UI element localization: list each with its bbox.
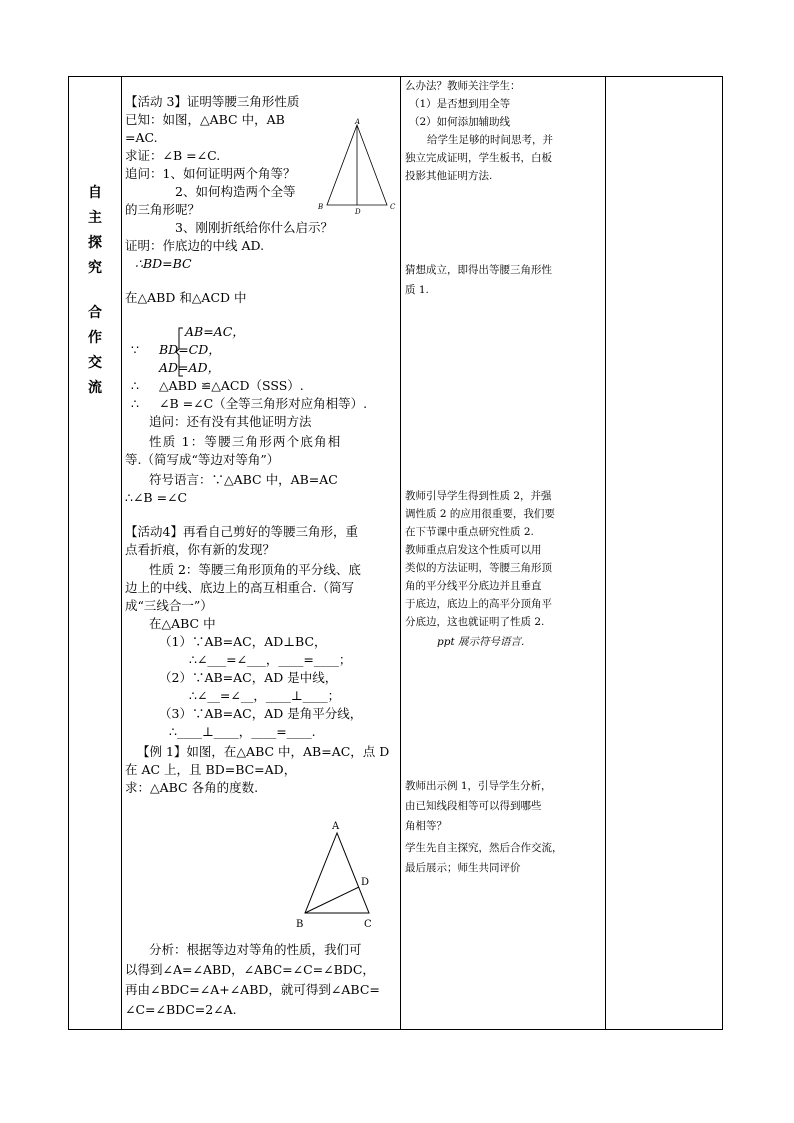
example1-text: 求：△ABC 各角的度数. xyxy=(125,780,259,795)
vertex-label-a: A xyxy=(355,118,361,126)
note-line: 类似的方法证明，等腰三角形顶 xyxy=(405,562,552,574)
section-title-cooperation xyxy=(69,301,121,401)
property2: 性质 2：等腰三角形顶角的平分线、底 xyxy=(149,562,361,577)
note-line: 角的平分线平分底边并且垂直 xyxy=(405,580,542,592)
section-title-column xyxy=(69,77,121,1029)
proof-line: 证明：作底边的中线 AD. xyxy=(125,238,265,253)
vertex-label-b: B xyxy=(318,203,324,211)
question-line: 3、刚刚折纸给你什么启示？ xyxy=(175,220,333,235)
therefore-symbol: ∴ xyxy=(131,396,139,411)
because-symbol: ∵ xyxy=(131,342,139,357)
example-triangle-figure xyxy=(291,817,381,937)
proof-line: ∴BD=BC xyxy=(135,256,192,271)
property1: 等.（简写成“等边对等角”） xyxy=(125,452,280,467)
therefore-symbol: ∴ xyxy=(131,378,139,393)
column-divider xyxy=(605,77,606,1029)
analysis-text: 以得到∠A=∠ABD，∠ABC=∠C=∠BDC， xyxy=(125,962,375,977)
proof-line: △ABD ≌△ACD（SSS）. xyxy=(159,378,304,393)
title-char: 探 xyxy=(88,235,102,251)
question-line: 追问：1、如何证明两个角等？ xyxy=(125,166,296,181)
case-intro: 在△ABC 中 xyxy=(149,616,216,631)
note-line: 么办法？教师关注学生： xyxy=(405,80,521,92)
proof-condition: AB=AC， xyxy=(185,324,245,339)
question-line: 的三角形呢？ xyxy=(125,202,201,217)
note-line: 教师引导学生得到性质 2，并强 xyxy=(405,490,552,502)
property2: 成“三线合一”） xyxy=(125,598,213,613)
property1: 性质 1：等腰三角形两个底角相 xyxy=(149,434,342,449)
followup-question: 追问：还有没有其他证明方法 xyxy=(149,414,312,429)
note-line: 角相等？ xyxy=(405,820,447,832)
vertex-label-c: C xyxy=(390,203,396,211)
activity3-title: 【活动 3】证明等腰三角形性质 xyxy=(125,94,300,109)
symbol-language: ∴∠B =∠C xyxy=(125,490,188,505)
point-label-d: D xyxy=(361,877,370,888)
note-line: 投影其他证明方法. xyxy=(405,170,493,182)
title-char: 交 xyxy=(88,355,102,371)
vertex-label-c: C xyxy=(364,919,372,930)
note-line: 学生先自主探究，然后合作交流， xyxy=(405,842,563,854)
note-line: 分底边，这也就证明了性质 2. xyxy=(405,616,545,628)
title-char: 流 xyxy=(88,380,102,396)
case-1-blank: ∴∠___=∠___，____=____； xyxy=(189,652,352,667)
note-line: 教师出示例 1，引导学生分析， xyxy=(405,780,552,792)
given-line: 已知：如图，△ABC 中，AB xyxy=(125,112,285,127)
note-line: 教师重点启发这个性质可以用 xyxy=(405,544,542,556)
analysis-text: ∠C=∠BDC=2∠A. xyxy=(125,1002,237,1017)
vertex-label-a: A xyxy=(332,821,340,832)
note-line: 猜想成立，即得出等腰三角形性 xyxy=(405,264,552,276)
symbol-language: 符号语言：∵△ABC 中，AB=AC xyxy=(149,472,338,487)
analysis-text: 分析：根据等边对等角的性质，我们可 xyxy=(149,942,362,957)
note-line: 质 1. xyxy=(405,284,429,296)
prove-line: 求证：∠B =∠C. xyxy=(125,148,221,163)
note-line: ppt 展示符号语言. xyxy=(437,636,525,648)
property2: 边上的中线、底边上的高互相重合.（简写 xyxy=(125,580,354,595)
title-char: 究 xyxy=(88,260,102,276)
note-line: 给学生足够的时间思考，并 xyxy=(427,134,553,146)
question-line: 2、如何构造两个全等 xyxy=(175,184,296,199)
title-char: 自 xyxy=(88,185,102,201)
example1-title: 【例 1】如图，在△ABC 中，AB=AC，点 D xyxy=(137,744,390,759)
case-2-blank: ∴∠__=∠__，____⊥____； xyxy=(189,688,341,703)
lesson-table xyxy=(68,76,723,1030)
case-3: （3）∵AB=AC，AD 是角平分线， xyxy=(159,706,363,721)
title-char: 合 xyxy=(88,305,102,321)
proof-line: ∠B =∠C（全等三角形对应角相等）. xyxy=(159,396,368,411)
isosceles-triangle-figure xyxy=(313,117,403,217)
teacher-notes xyxy=(405,77,601,1029)
proof-condition: AD=AD， xyxy=(159,360,221,375)
title-char: 作 xyxy=(88,330,102,346)
analysis-text: 再由∠BDC=∠A+∠ABD，就可得到∠ABC= xyxy=(125,982,380,997)
activity4-title: 【活动4】再看自己剪好的等腰三角形，重 xyxy=(125,524,358,539)
note-line: 调性质 2 的应用很重要，我们要 xyxy=(405,508,555,520)
section-title-self-study xyxy=(69,181,121,281)
column-divider xyxy=(121,77,122,1029)
title-char: 主 xyxy=(88,210,102,226)
note-line: 最后展示；师生共同评价 xyxy=(405,862,521,874)
vertex-label-b: B xyxy=(296,919,304,930)
proof-line: 在△ABD 和△ACD 中 xyxy=(125,290,247,305)
column-divider xyxy=(400,77,401,1029)
note-line: 于底边，底边上的高平分顶角平 xyxy=(405,598,552,610)
brace-icon xyxy=(175,327,185,377)
case-3-blank: ∴____⊥____，____=____. xyxy=(169,724,316,739)
proof-condition: BD=CD， xyxy=(159,342,221,357)
case-2: （2）∵AB=AC，AD 是中线， xyxy=(159,670,338,685)
note-line: 独立完成证明，学生板书，白板 xyxy=(405,152,552,164)
note-line: （1）是否想到用全等 xyxy=(409,98,511,110)
point-label-d: D xyxy=(355,208,361,216)
activity4-text: 点看折痕，你有新的发现？ xyxy=(125,542,276,557)
given-line: =AC. xyxy=(125,130,158,145)
note-line: （2）如何添加辅助线 xyxy=(409,116,511,128)
example1-text: 在 AC 上，且 BD=BC=AD， xyxy=(125,762,297,777)
note-line: 由已知线段相等可以得到哪些 xyxy=(405,800,542,812)
note-line: 在下节课中重点研究性质 2. xyxy=(405,526,534,538)
case-1: （1）∵AB=AC，AD⊥BC， xyxy=(159,634,327,649)
